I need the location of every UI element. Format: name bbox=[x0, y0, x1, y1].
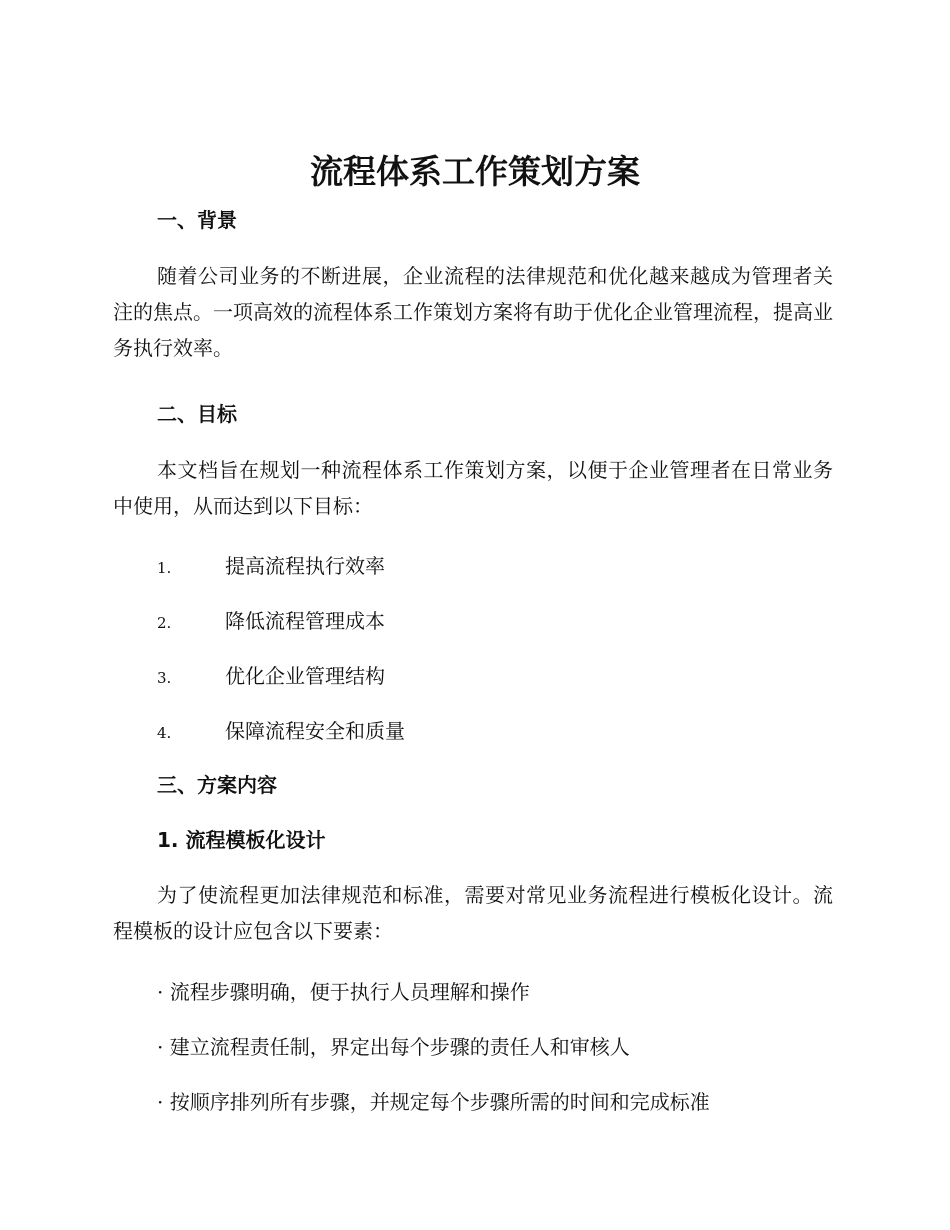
list-item bbox=[157, 552, 385, 582]
list-number: 3. bbox=[157, 669, 172, 687]
list-number: 1. bbox=[157, 559, 172, 577]
bullet-item: · 流程步骤明确，便于执行人员理解和操作 bbox=[157, 980, 530, 1004]
subheading-template-design: 1. 流程模板化设计 bbox=[157, 828, 326, 852]
list-number: 2. bbox=[157, 614, 172, 632]
document-title: 流程体系工作策划方案 bbox=[310, 152, 640, 191]
bullet-item: · 建立流程责任制，界定出每个步骤的责任人和审核人 bbox=[157, 1035, 630, 1059]
list-text: 优化企业管理结构 bbox=[225, 664, 385, 688]
list-text: 降低流程管理成本 bbox=[225, 609, 385, 633]
list-number: 4. bbox=[157, 724, 172, 742]
paragraph-template-design: 为了使流程更加法律规范和标准，需要对常见业务流程进行模板化设计。流程模板的设计应包含以下要素： bbox=[113, 883, 833, 943]
section-heading-background: 一、背景 bbox=[157, 208, 237, 232]
paragraph-goals: 本文档旨在规划一种流程体系工作策划方案，以便于企业管理者在日常业务中使用，从而达到以下目标： bbox=[113, 458, 833, 518]
list-item bbox=[157, 662, 385, 692]
bullet-item: · 按顺序排列所有步骤，并规定每个步骤所需的时间和完成标准 bbox=[157, 1090, 710, 1114]
list-text: 保障流程安全和质量 bbox=[225, 719, 405, 743]
section-heading-plan-content: 三、方案内容 bbox=[157, 773, 277, 797]
section-heading-goals: 二、目标 bbox=[157, 402, 237, 426]
list-text: 提高流程执行效率 bbox=[225, 554, 385, 578]
list-item bbox=[157, 607, 385, 637]
paragraph-background: 随着公司业务的不断进展，企业流程的法律规范和优化越来越成为管理者关注的焦点。一项高效的流程体系工作策划方案将有助于优化企业管理流程，提高业务执行效率。 bbox=[113, 264, 833, 360]
list-item bbox=[157, 717, 405, 747]
